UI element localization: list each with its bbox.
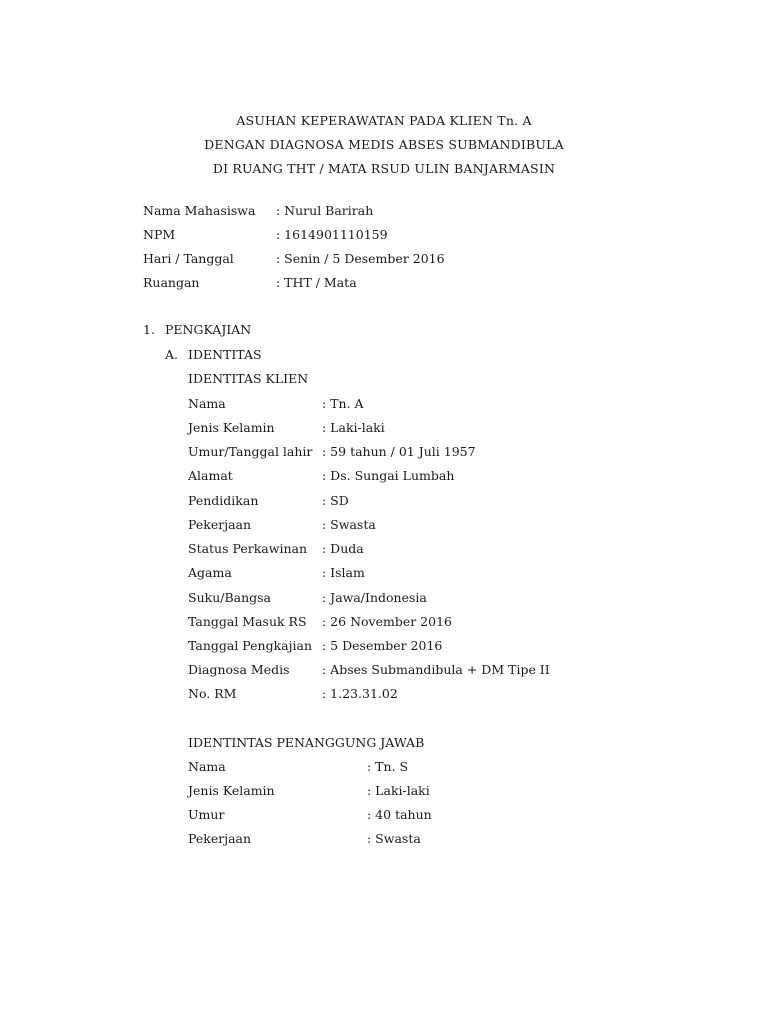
field-value: : Jawa/Indonesia [322,590,427,605]
field-label: Umur [188,807,225,822]
student-info-label: Hari / Tanggal [143,251,234,266]
field-label: Nama [188,759,226,774]
field-label: Tanggal Masuk RS [188,614,307,629]
field-label: Agama [188,565,232,580]
field-label: Alamat [188,468,233,483]
student-info-value: : Nurul Barirah [276,203,374,218]
field-value: : Tn. S [367,759,409,774]
field-label: Umur/Tanggal lahir [188,444,313,459]
student-info-label: Ruangan [143,275,200,290]
field-label: Pekerjaan [188,831,252,846]
subsection-letter: A. [165,347,179,362]
field-value: : Tn. A [322,396,364,411]
field-value: : 40 tahun [367,807,432,822]
field-value: : 26 November 2016 [322,614,452,629]
student-info-value: : THT / Mata [276,275,357,290]
student-info-label: Nama Mahasiswa [143,203,256,218]
field-value: : SD [322,493,349,508]
field-label: No. RM [188,686,237,701]
field-value: : 59 tahun / 01 Juli 1957 [322,444,476,459]
field-value: : Swasta [367,831,421,846]
title-line-3: DI RUANG THT / MATA RSUD ULIN BANJARMASIN [212,161,556,176]
field-label: Pendidikan [188,493,259,508]
section-number: 1. [143,322,155,337]
field-value: : Duda [322,541,364,556]
field-value: : Islam [322,565,365,580]
field-value: : 1.23.31.02 [322,686,398,701]
subsection-title: IDENTITAS [188,347,262,362]
field-label: Status Perkawinan [188,541,308,556]
section-title: PENGKAJIAN [165,322,252,337]
student-info-value: : 1614901110159 [276,227,388,242]
field-value: : 5 Desember 2016 [322,638,443,653]
field-label: Pekerjaan [188,517,252,532]
student-info-value: : Senin / 5 Desember 2016 [276,251,445,266]
field-label: Tanggal Pengkajian [188,638,312,653]
field-value: : Laki-laki [367,783,430,798]
field-value: : Ds. Sungai Lumbah [322,468,455,483]
field-label: Nama [188,396,226,411]
guardian-heading: IDENTINTAS PENANGGUNG JAWAB [188,735,425,750]
field-label: Suku/Bangsa [188,590,272,605]
student-info-label: NPM [143,227,176,242]
field-label: Diagnosa Medis [188,662,290,677]
title-line-2: DENGAN DIAGNOSA MEDIS ABSES SUBMANDIBULA [204,137,564,152]
field-value: : Abses Submandibula + DM Tipe II [322,662,550,677]
field-label: Jenis Kelamin [188,783,275,798]
title-line-1: ASUHAN KEPERAWATAN PADA KLIEN Tn. A [236,113,532,128]
field-value: : Laki-laki [322,420,385,435]
field-label: Jenis Kelamin [188,420,275,435]
client-heading: IDENTITAS KLIEN [188,371,309,386]
field-value: : Swasta [322,517,376,532]
